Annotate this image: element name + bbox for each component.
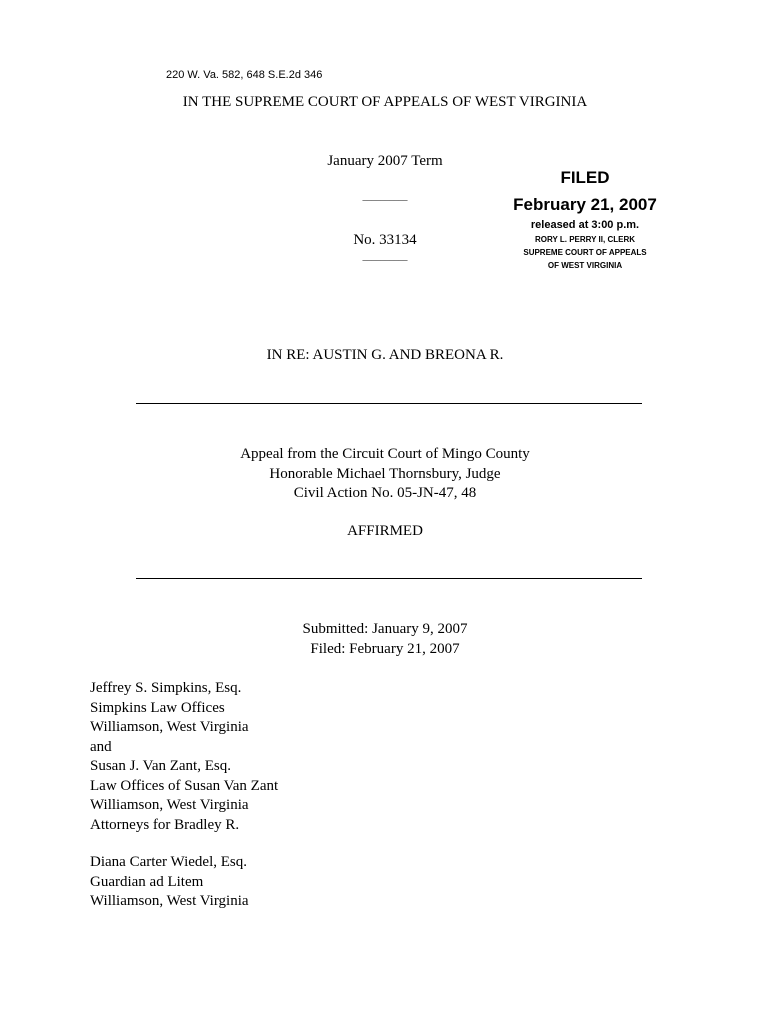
divider-bottom (136, 578, 642, 579)
counsel-line: Guardian ad Litem (90, 873, 204, 890)
filed-stamp-court: SUPREME COURT OF APPEALS (523, 248, 647, 257)
citation: 220 W. Va. 582, 648 S.E.2d 346 (166, 69, 323, 81)
counsel-line: Williamson, West Virginia (90, 719, 249, 735)
case-dates (0, 620, 770, 659)
filed-stamp (487, 167, 683, 272)
appeal-civil-action: Civil Action No. 05-JN-47, 48 (293, 485, 477, 501)
case-title: IN RE: AUSTIN G. AND BREONA R. (266, 347, 504, 363)
filed-date: Filed: February 21, 2007 (310, 640, 460, 657)
counsel-line: Simpkins Law Offices (90, 699, 225, 716)
docket-number: No. 33134 (353, 232, 417, 248)
filed-stamp-clerk: RORY L. PERRY II, CLERK (534, 235, 635, 244)
docket-blank-bottom: __________ (362, 252, 408, 262)
filed-stamp-heading: FILED (560, 168, 610, 187)
appeal-info (0, 445, 770, 504)
appeal-judge: Honorable Michael Thornsbury, Judge (269, 465, 501, 482)
counsel-block-guardian (90, 853, 249, 912)
court-heading: IN THE SUPREME COURT OF APPEALS OF WEST VIRGINIA (182, 94, 588, 110)
counsel-line: Jeffrey S. Simpkins, Esq. (90, 680, 242, 696)
submitted-date: Submitted: January 9, 2007 (302, 621, 468, 637)
appeal-court: Appeal from the Circuit Court of Mingo County (240, 446, 530, 462)
disposition: AFFIRMED (347, 523, 423, 539)
filed-stamp-state: OF WEST VIRGINIA (547, 261, 623, 270)
counsel-line: Williamson, West Virginia (90, 797, 249, 813)
divider-top (136, 403, 642, 404)
filed-stamp-released: released at 3:00 p.m. (530, 219, 640, 231)
counsel-line: Susan J. Van Zant, Esq. (90, 758, 231, 774)
docket-blank-top: __________ (362, 192, 408, 202)
counsel-block-appellant (90, 679, 278, 835)
counsel-line: Attorneys for Bradley R. (90, 816, 240, 833)
filed-stamp-date: February 21, 2007 (513, 195, 657, 214)
term: January 2007 Term (327, 153, 443, 169)
counsel-line: Diana Carter Wiedel, Esq. (90, 854, 247, 870)
counsel-line: Williamson, West Virginia (90, 893, 249, 909)
counsel-line: Law Offices of Susan Van Zant (90, 777, 279, 794)
counsel-line: and (90, 738, 112, 755)
